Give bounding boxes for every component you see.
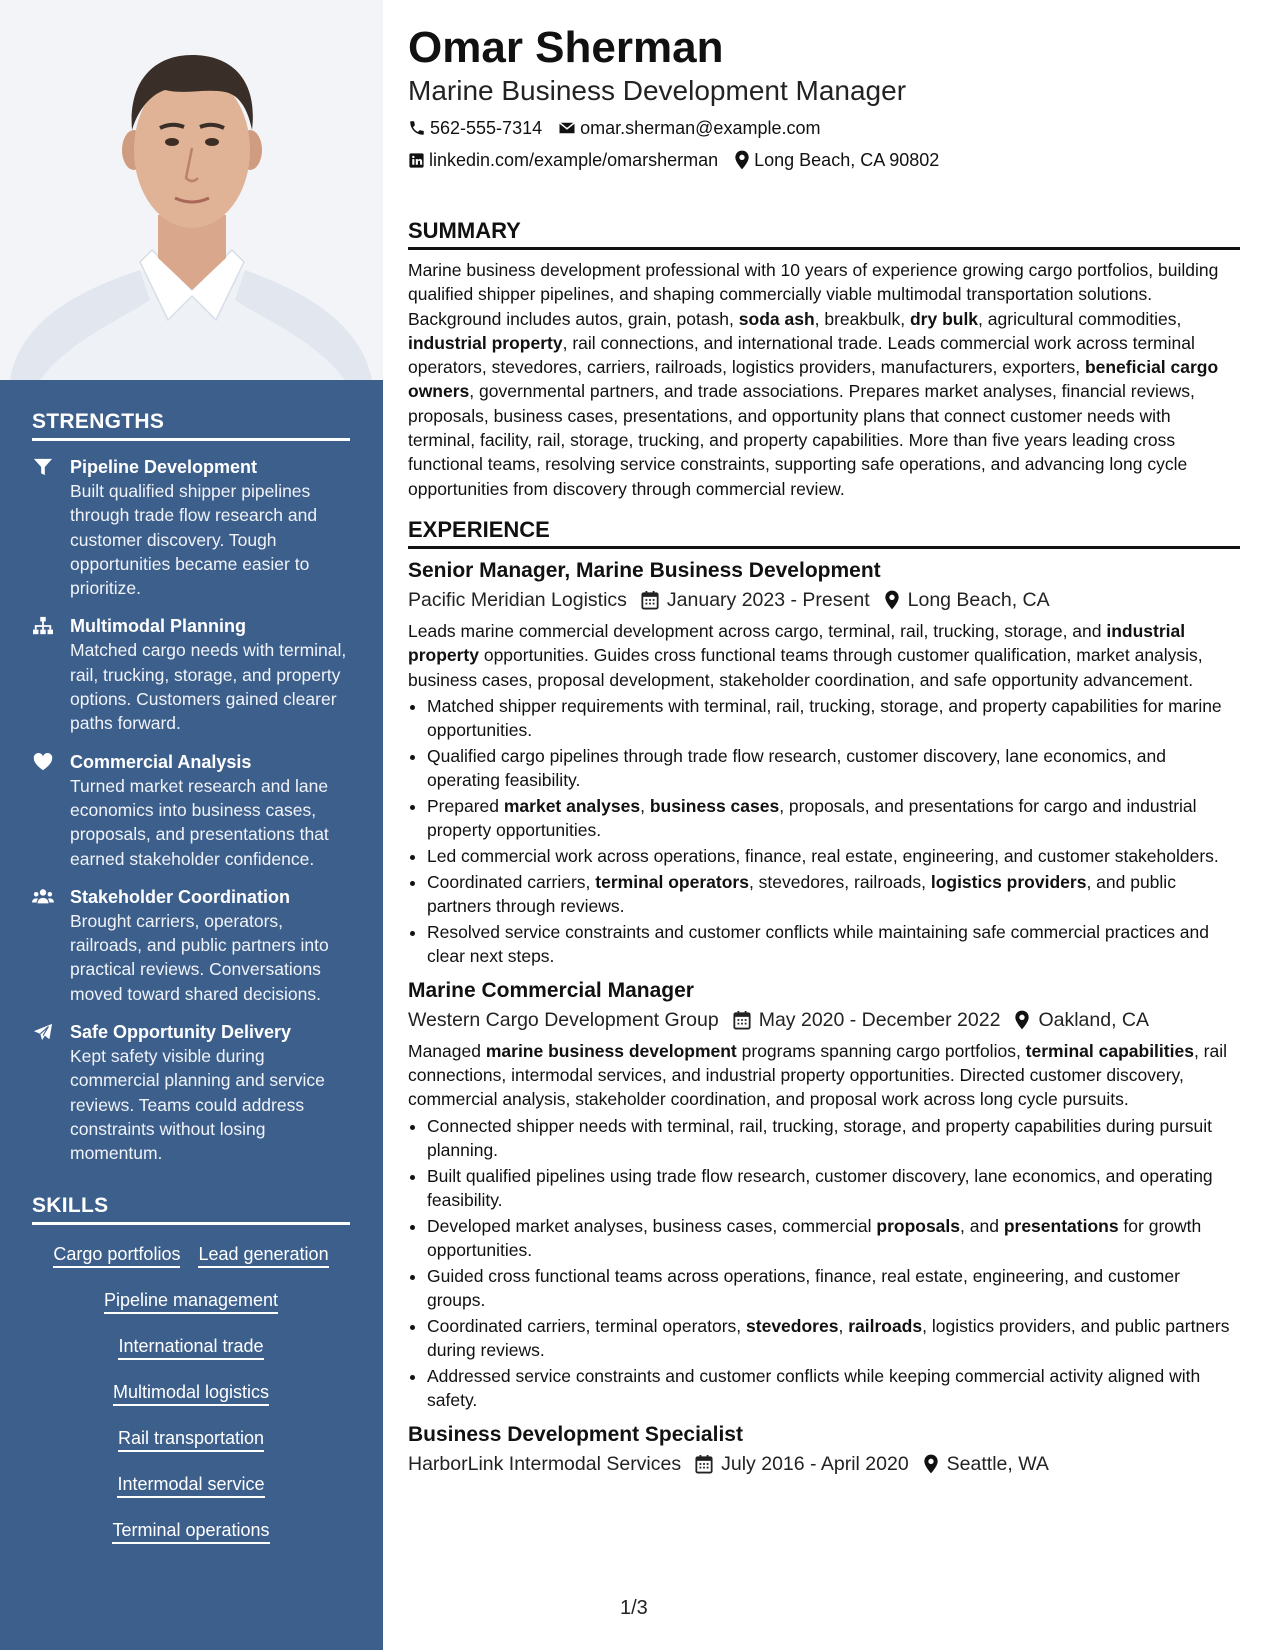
sitemap-icon: [32, 616, 54, 636]
strength-item: [32, 1020, 350, 1165]
candidate-name: Omar Sherman: [408, 23, 724, 72]
text-run: ,: [838, 1315, 849, 1336]
text-run: Prepared: [427, 796, 504, 817]
bold-text: market analyses: [503, 796, 641, 817]
bold-text: dry bulk: [909, 308, 979, 329]
linkedin-icon: [408, 152, 425, 169]
job-bullets: [408, 1114, 1240, 1413]
jobs-list: [408, 557, 1240, 1479]
job-dates: [695, 1449, 909, 1479]
phone-icon: [408, 119, 426, 137]
strength-title: Pipeline Development: [70, 457, 258, 477]
bold-text: logistics providers: [930, 871, 1087, 892]
calendar-icon: [733, 1010, 751, 1030]
strength-title: Safe Opportunity Delivery: [70, 1022, 292, 1043]
text-run: for growth opportunities.: [427, 1215, 1202, 1260]
company-name: Western Cargo Development Group: [408, 1008, 719, 1031]
email-item: [558, 112, 820, 144]
text-run: , breakbulk,: [814, 308, 910, 329]
text-run: Developed market analyses, business cases, commercial: [427, 1215, 877, 1236]
bold-text: industrial property: [408, 332, 563, 353]
job-meta: [408, 1005, 1240, 1035]
map-pin-icon: [1014, 1010, 1030, 1030]
strengths-list: [32, 455, 350, 1166]
summary-text: [408, 258, 1240, 501]
strength-item: [32, 614, 350, 735]
skill-tag: Multimodal logistics: [113, 1381, 269, 1406]
job-bullet: [427, 870, 1240, 919]
bold-text: industrial property: [408, 620, 1186, 666]
strengths-heading: STRENGTHS: [32, 410, 350, 441]
text-run: Connected shipper needs with terminal, rail, trucking, storage, and property capabilities during pursuit planning.: [427, 1115, 1213, 1160]
job-location: [884, 585, 1050, 615]
strength-desc: Brought carriers, operators, railroads, and public partners into practical reviews. Conversations moved toward shared decisions.: [70, 910, 329, 1004]
bold-text: terminal operators: [595, 871, 749, 892]
job-title: Senior Manager, Marine Business Development: [408, 558, 881, 582]
strength-item: [32, 885, 350, 1006]
text-run: , stevedores, railroads,: [748, 871, 931, 892]
paper-plane-icon: [32, 1022, 54, 1042]
text-run: , and public partners through reviews.: [427, 871, 1176, 917]
job-bullet: [427, 1264, 1240, 1313]
strength-icon-wrap: [32, 1020, 70, 1165]
text-run: , logistics providers, and public partners during reviews.: [427, 1315, 1230, 1361]
strength-icon-wrap: [32, 614, 70, 735]
text-run: , rail connections, and international trade. Leads commercial work across terminal operators, stevedores, carriers, railroads, logistics providers, manufacturers, exporters,: [408, 332, 1195, 378]
job-entry: [408, 977, 1240, 1413]
text-run: Leads marine commercial development across cargo, terminal, rail, trucking, storage, and: [408, 620, 1107, 641]
strength-title: Stakeholder Coordination: [70, 886, 291, 907]
summary-heading: SUMMARY: [408, 218, 1240, 250]
job-dates-text: May 2020 - December 2022: [758, 1008, 1001, 1031]
envelope-icon: [558, 119, 576, 137]
email-text: omar.sherman@example.com: [580, 118, 821, 138]
profile-photo-image: [0, 0, 383, 380]
text-run: , governmental partners, and trade associations. Prepares market analyses, financial reviews, proposals, business cases, presentations, and opportunity plans that connect customer needs with terminal, facility, rail, storage, trucking, and property capabilities. More than five years leading cross functional teams, resolving service constraints, supporting safe operations, and advancing long cycle opportunities from discovery through commercial review.: [408, 381, 1195, 499]
job-dates: [641, 585, 870, 615]
strength-body: [70, 614, 350, 735]
candidate-title: Marine Business Development Manager: [408, 75, 907, 106]
text-run: Matched shipper requirements with terminal, rail, trucking, storage, and property capabilities for marine opportunities.: [427, 695, 1222, 741]
skills-list: [32, 1233, 350, 1555]
job-bullet: [427, 1214, 1240, 1263]
strength-item: [32, 455, 350, 600]
skill-tag: Terminal operations: [112, 1519, 269, 1544]
main-content: [408, 22, 1240, 1479]
strength-desc: Kept safety visible during commercial planning and service reviews. Teams could address constraints without losing momentum.: [70, 1046, 325, 1164]
text-run: Managed: [408, 1040, 486, 1061]
job-bullet: [427, 920, 1240, 969]
strength-body: [70, 750, 350, 871]
strength-title: Commercial Analysis: [70, 751, 252, 772]
skill-tag: Lead generation: [198, 1243, 328, 1268]
bold-text: beneficial cargo owners: [408, 357, 1219, 402]
strength-icon-wrap: [32, 455, 70, 600]
job-description: [408, 1039, 1240, 1112]
job-description: [408, 619, 1240, 692]
job-bullet: [427, 1364, 1240, 1413]
filter-icon: [32, 457, 54, 477]
job-location-text: Long Beach, CA: [907, 588, 1050, 611]
job-location-text: Seattle, WA: [946, 1452, 1049, 1475]
bold-text: business cases: [649, 796, 780, 817]
phone-text: 562-555-7314: [430, 118, 543, 138]
job-bullet: [427, 1314, 1240, 1363]
job-bullet: [427, 794, 1240, 843]
phone-item: [408, 112, 542, 144]
text-run: opportunities. Guides cross functional teams through customer qualification, market analysis, business cases, proposal development, stakeholder coordination, and safe opportunity advancement.: [408, 645, 1203, 690]
calendar-icon: [695, 1454, 713, 1474]
job-meta: [408, 585, 1240, 615]
text-run: Built qualified pipelines using trade flow research, customer discovery, lane economics, and operating feasibility.: [427, 1165, 1213, 1210]
strength-body: [70, 455, 350, 600]
location-text: Long Beach, CA 90802: [754, 150, 940, 170]
text-run: , agricultural commodities,: [978, 308, 1182, 329]
sidebar-content: [32, 410, 350, 1555]
location-item: [734, 144, 939, 176]
text-run: Qualified cargo pipelines through trade flow research, customer discovery, lane economics, and operating feasibility.: [427, 745, 1166, 791]
job-entry: [408, 557, 1240, 969]
text-run: Coordinated carriers, terminal operators,: [427, 1315, 747, 1336]
skill-tag: Intermodal service: [117, 1473, 264, 1498]
job-location: [923, 1449, 1049, 1479]
job-bullet: [427, 1114, 1240, 1163]
text-run: Addressed service constraints and customer conflicts while keeping commercial activity aligned with safety.: [427, 1365, 1201, 1411]
bold-text: stevedores: [746, 1315, 839, 1336]
text-run: , proposals, and presentations for cargo and industrial property opportunities.: [427, 796, 1197, 841]
bold-text: terminal capabilities: [1025, 1040, 1194, 1061]
strength-desc: Turned market research and lane economics into business cases, proposals, and presentations that earned stakeholder confidence.: [70, 775, 329, 869]
skill-tag: Cargo portfolios: [53, 1243, 180, 1268]
text-run: Coordinated carriers,: [427, 871, 596, 892]
job-bullet: [427, 1164, 1240, 1213]
map-pin-icon: [734, 150, 750, 170]
text-run: Guided cross functional teams across operations, finance, real estate, engineering, and customer groups.: [427, 1265, 1180, 1311]
strength-item: [32, 750, 350, 871]
users-icon: [32, 887, 54, 907]
calendar-icon: [641, 590, 659, 610]
map-pin-icon: [884, 590, 900, 610]
company-name: Pacific Meridian Logistics: [408, 588, 627, 611]
heart-icon: [32, 752, 54, 772]
text-run: programs spanning cargo portfolios,: [736, 1040, 1026, 1061]
job-dates: [733, 1005, 1001, 1035]
strength-desc: Matched cargo needs with terminal, rail, trucking, storage, and property options. Customers gained clearer paths forward.: [70, 640, 347, 734]
text-run: Marine business development professional with 10 years of experience growing cargo portfolios, building qualified shipper pipelines, and shaping commercially viable multimodal transportation solutions. Background includes autos, grain, potash,: [408, 260, 1219, 329]
sidebar: [0, 0, 383, 1650]
strength-icon-wrap: [32, 750, 70, 871]
page-number: 1/3: [620, 1597, 648, 1619]
bold-text: proposals: [876, 1215, 961, 1236]
job-entry: [408, 1421, 1240, 1479]
experience-heading: EXPERIENCE: [408, 517, 1240, 549]
bold-text: presentations: [1003, 1215, 1119, 1236]
strength-icon-wrap: [32, 885, 70, 1006]
skill-tag: Pipeline management: [104, 1289, 278, 1314]
strength-title: Multimodal Planning: [70, 616, 246, 637]
bold-text: soda ash: [738, 308, 815, 329]
text-run: , rail connections, intermodal services, and industrial property opportunities. Directed customer discovery, commercial analysis, stakeholder coordination, and proposal work across long cycle pursuits.: [408, 1040, 1227, 1110]
job-dates-text: January 2023 - Present: [666, 588, 870, 611]
job-location: [1014, 1005, 1149, 1035]
job-bullet: [427, 844, 1240, 868]
contact-row-2: [408, 144, 1240, 176]
skill-tag: International trade: [118, 1335, 263, 1360]
skills-heading: SKILLS: [32, 1194, 350, 1225]
map-pin-icon: [923, 1454, 939, 1474]
contact-row-1: [408, 112, 1240, 144]
job-dates-text: July 2016 - April 2020: [721, 1452, 909, 1475]
text-run: Resolved service constraints and customer conflicts while maintaining safe commercial practices and clear next steps.: [427, 922, 1210, 967]
job-bullet: [427, 694, 1240, 743]
job-bullets: [408, 694, 1240, 969]
job-meta: [408, 1449, 1240, 1479]
job-location-text: Oakland, CA: [1038, 1008, 1149, 1031]
job-bullet: [427, 744, 1240, 793]
text-run: Led commercial work across operations, finance, real estate, engineering, and customer stakeholders.: [427, 846, 1219, 867]
text-run: ,: [640, 796, 650, 817]
strength-body: [70, 1020, 350, 1165]
job-title: Business Development Specialist: [408, 1422, 743, 1446]
company-name: HarborLink Intermodal Services: [408, 1452, 682, 1475]
strength-body: [70, 885, 350, 1006]
strength-desc: Built qualified shipper pipelines through trade flow research and customer discovery. Tough opportunities became easier to prioritize.: [70, 481, 318, 599]
linkedin-text: linkedin.com/example/omarsherman: [429, 150, 719, 170]
skill-tag: Rail transportation: [118, 1427, 264, 1452]
text-run: , and: [960, 1215, 1004, 1236]
bold-text: railroads: [848, 1315, 923, 1336]
linkedin-item: [408, 144, 718, 176]
bold-text: marine business development: [485, 1040, 737, 1061]
job-title: Marine Commercial Manager: [408, 978, 694, 1002]
profile-photo: [0, 0, 383, 380]
